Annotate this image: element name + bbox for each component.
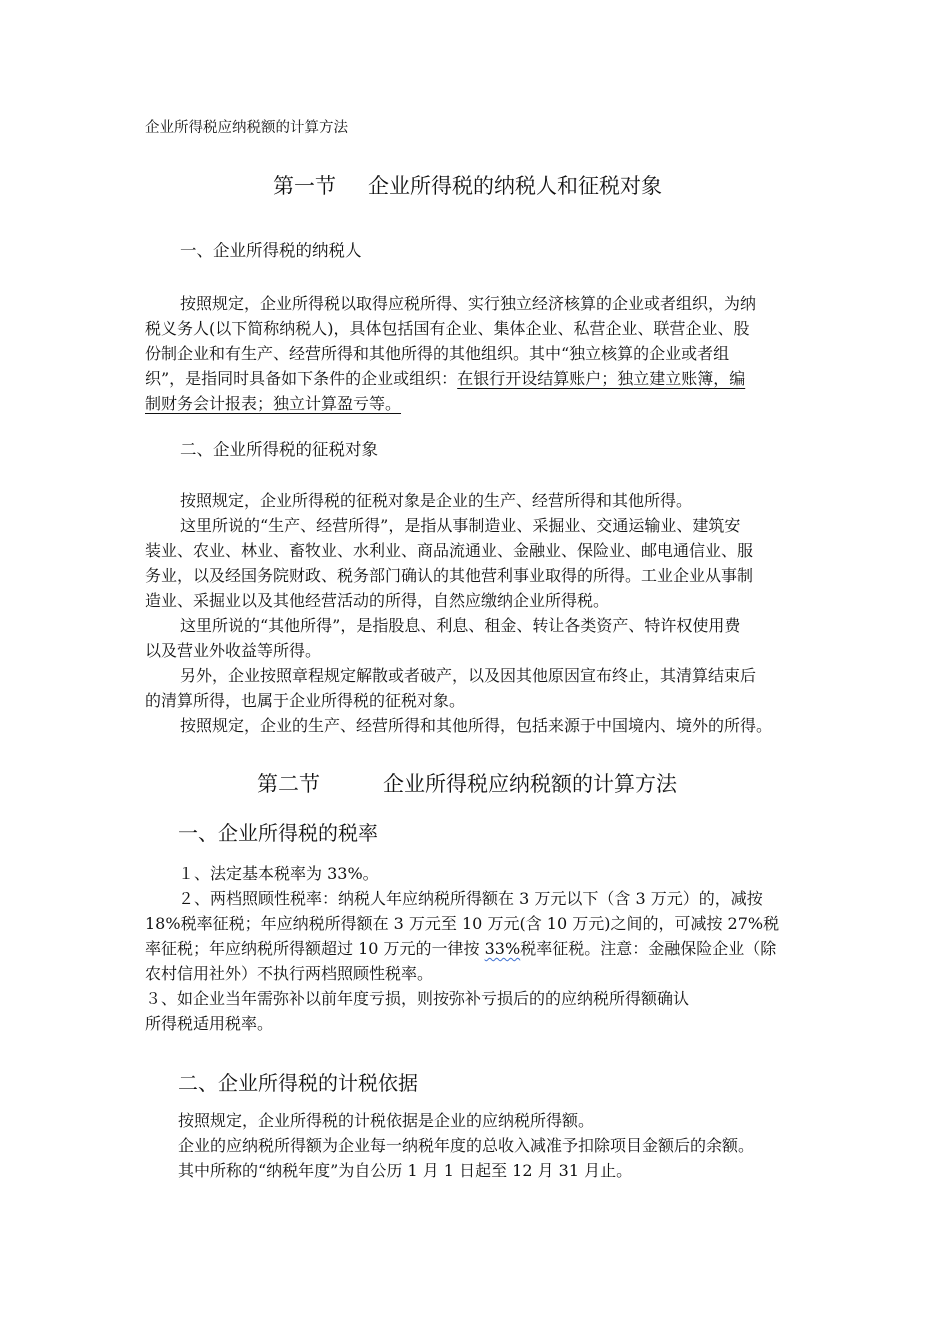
section2-subheading-basis: 二、企业所得税的计税依据 [178,1071,418,1095]
paragraph-line [145,368,745,390]
paragraph-text: 税率征税。注意：金融保险企业（除 [520,939,777,958]
paragraph-line: 其中所称的“纳税年度”为自公历 1 月 1 日起至 12 月 31 月止。 [178,1161,633,1180]
section2-heading-text: 企业所得税应纳税额的计算方法 [383,772,677,796]
list-item: ２、两档照顾性税率：纳税人年应纳税所得额在 3 万元以下（含 3 万元）的，减按 [178,889,763,908]
paragraph-line: 按照规定，企业所得税以取得应税所得、实行独立经济核算的企业或者组织，为纳 [180,294,757,313]
paragraph-line: 这里所说的“其他所得”，是指股息、利息、租金、转让各类资产、特许权使用费 [180,616,741,635]
spellcheck-marked-text: 33% [484,939,521,958]
paragraph-line: 按照规定，企业的生产、经营所得和其他所得，包括来源于中国境内、境外的所得。 [180,716,773,735]
paragraph-line: 企业的应纳税所得额为企业每一纳税年度的总收入减准予扣除项目金额后的余额。 [178,1136,755,1155]
paragraph-text: 织”，是指同时具备如下条件的企业或组织： [145,369,458,388]
list-item: ３、如企业当年需弥补以前年度亏损，则按弥补亏损后的的应纳税所得额确认 [145,989,690,1008]
underlined-conditions: 制财务会计报表；独立计算盈亏等。 [145,394,402,413]
paragraph-line: 按照规定，企业所得税的征税对象是企业的生产、经营所得和其他所得。 [180,491,693,510]
paragraph-line: 的清算所得，也属于企业所得税的征税对象。 [145,691,466,710]
paragraph-line: 份制企业和有生产、经营所得和其他所得的其他组织。其中“独立核算的企业或者组 [145,344,730,363]
paragraph-line: 农村信用社外）不执行两档照顾性税率。 [145,964,434,983]
paragraph-line [145,938,776,960]
paragraph-text: 率征税；年应纳税所得额超过 10 万元的一律按 [145,939,485,958]
paragraph-line: 另外，企业按照章程规定解散或者破产，以及因其他原因宣布终止，其清算结束后 [180,666,757,685]
paragraph-line: 装业、农业、林业、畜牧业、水利业、商品流通业、金融业、保险业、邮电通信业、服 [145,541,754,560]
paragraph-line: 所得税适用税率。 [145,1014,274,1033]
section2-heading-number: 第二节 [257,772,320,796]
paragraph-line: 造业、采掘业以及其他经营活动的所得，自然应缴纳企业所得税。 [145,591,610,610]
paragraph-line: 税义务人(以下简称纳税人)，具体包括国有企业、集体企业、私营企业、联营企业、股 [145,319,750,338]
underlined-conditions: 在银行开设结算账户；独立建立账簿，编 [457,369,746,388]
section1-subheading-taxpayer: 一、企业所得税的纳税人 [180,241,362,260]
paragraph-line: 以及营业外收益等所得。 [145,641,322,660]
paragraph-line: 18%税率征税；年应纳税所得额在 3 万元至 10 万元(含 10 万元)之间的，可减按 27%税 [145,914,780,933]
paragraph-line: 务业，以及经国务院财政、税务部门确认的其他营利事业取得的所得。工业企业从事制 [145,566,754,585]
paragraph-line: 按照规定，企业所得税的计税依据是企业的应纳税所得额。 [178,1111,595,1130]
section1-heading-text: 企业所得税的纳税人和征税对象 [368,174,662,198]
section1-subheading-object: 二、企业所得税的征税对象 [180,440,378,459]
list-item: １、法定基本税率为 33%。 [178,864,379,883]
paragraph-line: 这里所说的“生产、经营所得”，是指从事制造业、采掘业、交通运输业、建筑安 [180,516,741,535]
section2-subheading-rate: 一、企业所得税的税率 [178,821,378,845]
section1-heading-number: 第一节 [273,174,336,198]
document-title: 企业所得税应纳税额的计算方法 [145,120,348,136]
